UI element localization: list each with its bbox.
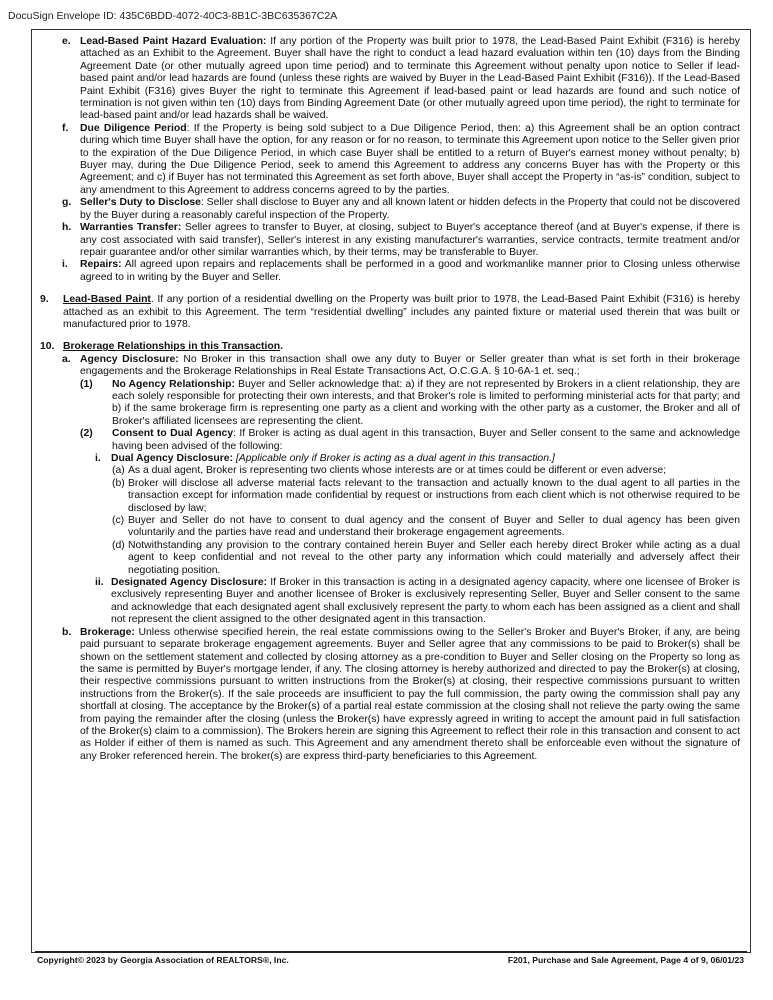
item-note: [Applicable only if Broker is acting as a dual agent in this transaction.] xyxy=(233,453,555,464)
item-title: Consent to Dual Agency xyxy=(112,428,234,440)
section-10a-2 xyxy=(80,428,740,453)
item-text xyxy=(80,259,740,284)
item-body: If Broker in this transaction is acting in a designated agency capacity, where one licensee of Broker is exclusively representing Buyer and another licensee of Broker is exclusively representing Seller, Buyer and Seller consent to the same and acknowledge that each designated agent shall exclusively represent the party to whom each has been assigned as a client and shall not represent the client assigned to the other designated agent in this transaction. xyxy=(111,577,740,626)
envelope-id: DocuSign Envelope ID: 435C6BDD-4072-40C3-8B1C-3BC635367C2A xyxy=(8,10,338,22)
section-10a xyxy=(62,354,740,379)
item-title: No Agency Relationship: xyxy=(112,378,235,390)
item-body: As a dual agent, Broker is representing two clients whose interests are or at times could be different or even adverse; xyxy=(128,465,667,477)
item-body: All agreed upon repairs and replacements shall be performed in a good and workmanlike manner prior to Closing unless otherwise agreed to in writing by the Buyer and Seller. xyxy=(80,259,740,283)
item-text xyxy=(80,197,740,222)
item-body: Buyer and Seller do not have to consent to dual agency and the consent of Buyer and Seller to dual agency has been given voluntarily and the parties have read and understand their brokerage engagement agreements. xyxy=(128,515,740,539)
item-label: a. xyxy=(62,353,71,365)
item-body: : Seller shall disclose to Buyer any and all known latent or hidden defects in the Property that could not be discovered by the Buyer during a reasonably careful inspection of the Property. xyxy=(80,197,740,221)
section-title: Brokerage Relationships in this Transaction xyxy=(63,341,281,353)
item-text xyxy=(80,222,740,259)
dual-agency-item-b xyxy=(112,478,740,515)
item-title: Repairs: xyxy=(80,259,122,271)
item-body: No Broker in this transaction shall owe any duty to Buyer or Seller greater than what is set forth in their brokerage engagements and the Brokerage Relationships in Real Estate Transactions Act, O.C.G.A. § 10-6A-1 et. seq.; xyxy=(80,353,740,378)
section-number: 9. xyxy=(40,294,49,306)
section-10b xyxy=(62,627,740,763)
item-body: : If Broker is acting as dual agent in this transaction, Buyer and Seller consent to the same and acknowledge having been advised of the following: xyxy=(112,428,740,452)
item-body: Seller agrees to transfer to Buyer, at closing, subject to Buyer's acceptance thereof (and at Buyer's expense, if there is any cost associated with said transfer), Seller's interest in any existing manufacturer's warranties, service contracts, termite treatment and/or repair guarantee and/or other similar warranties which, by their terms, may be transferable to Buyer. xyxy=(80,222,741,258)
section-number: 10. xyxy=(40,341,55,353)
document-body xyxy=(40,36,740,763)
item-title: Brokerage: xyxy=(80,626,135,638)
item-title: Dual Agency Disclosure: xyxy=(111,453,234,464)
footer-divider xyxy=(35,951,747,953)
item-text xyxy=(80,123,740,197)
dual-agency-disclosure xyxy=(95,453,740,465)
item-label: (d) xyxy=(112,539,125,551)
item-text xyxy=(112,428,740,453)
item-i xyxy=(62,259,740,284)
item-body: Unless otherwise specified herein, the real estate commissions owing to the Seller's Broker and Buyer's Broker, if any, are being paid pursuant to separate brokerage engagement agreements. Buyer and Seller agree that any commissions to be paid to Broker(s) shall be shown on the settlement statement and collected by closing attorney as a pre-condition to Buyer and Seller closing on the Property so long as the same is permitted by Buyer's mortgage lender, if any. The closing attorney is hereby authorized and directed to pay the Broker(s) at closing, their respective commissions pursuant to written instructions from the Broker(s) at closing, their respective commissions pursuant to written instructions from the Broker(s). If the sale proceeds are insufficient to pay the full commission, the party owing the commission shall pay any shortfall at closing. The acceptance by the Broker(s) of a partial real estate commission at the closing shall not relieve the party owing the same from paying the remainder after the closing (unless the Broker(s) have expressly agreed in writing to accept the amount paid in full satisfaction of the Broker(s) claim to a commission). The Brokers herein are signing this Agreement to reflect their role in this transaction and consent to act as Holder if either of them is named as such. This Agreement and any amendment thereto shall be enforceable even without the signature of any Broker referenced herein. The broker(s) are express third-party beneficiaries to this Agreement. xyxy=(80,626,740,762)
item-text xyxy=(111,453,740,465)
section-10a-1 xyxy=(80,379,740,429)
item-label: (1) xyxy=(80,378,93,390)
item-body: Broker will disclose all adverse material facts relevant to the transaction and actually known to the dual agent to all parties in the transaction except for information made confidential by request or instructions from each client which is not otherwise required to be disclosed by law; xyxy=(128,477,740,514)
section-title-end: . xyxy=(280,341,283,353)
item-title: Designated Agency Disclosure: xyxy=(111,577,268,589)
item-text xyxy=(80,627,740,763)
item-label: i. xyxy=(95,453,101,464)
footer-copyright: Copyright© 2023 by Georgia Association of REALTORS®, Inc. xyxy=(37,955,289,965)
item-label: (b) xyxy=(112,477,125,489)
item-text xyxy=(112,379,740,429)
item-h xyxy=(62,222,740,259)
section-10-heading xyxy=(40,341,740,353)
item-title: Lead-Based Paint Hazard Evaluation: xyxy=(80,36,267,47)
item-label: g. xyxy=(62,197,72,209)
item-title: Seller's Duty to Disclose xyxy=(80,197,201,209)
designated-agency-disclosure xyxy=(95,577,740,627)
dual-agency-item-c xyxy=(112,515,740,540)
section-title: Lead-Based Paint xyxy=(63,294,151,306)
item-e xyxy=(62,36,740,123)
item-title: Agency Disclosure: xyxy=(80,353,179,365)
item-body: Buyer and Seller acknowledge that: a) if they are not represented by Brokers in a client relationship, they are each solely responsible for protecting their own interests, and that Broker's role is limited to performing ministerial acts for that party; and b) if the same brokerage firm is representing one party as a client and working with the other party as a customer, the Broker and all of Broker's affiliated licensees are representing the client. xyxy=(112,378,740,427)
section-body: . If any portion of a residential dwelling on the Property was built prior to 1978, the Lead-Based Paint Exhibit (F316) is hereby attached as an exhibit to this Agreement. The term “residential dwelling” includes any painted fixture or material used therein that was built or manufactured prior to 1978. xyxy=(63,294,740,330)
item-body: Notwithstanding any provision to the contrary contained herein Buyer and Seller each hereby direct Broker while acting as a dual agent to keep confidential and not reveal to the other party any information which could materially and adversely affect their negotiating position. xyxy=(128,539,740,576)
item-f xyxy=(62,123,740,197)
footer-form-info: F201, Purchase and Sale Agreement, Page 4 of 9, 06/01/23 xyxy=(507,955,744,965)
item-body: : If the Property is being sold subject to a Due Diligence Period, then: a) this Agreement shall be an option contract during which time Buyer shall have the option, for any reason or for no reason, to terminate this Agreement upon notice to the Seller given prior to the expiration of the Due Diligence Period, in which case Buyer shall be entitled to a return of Buyer's earnest money without penalty; b) Buyer may, during the Due Diligence Period, seek to amend this Agreement to address any concerns Buyer has with the Property or this Agreement; and c) if Buyer has not terminated this Agreement as set forth above, Buyer shall accept the Property in “as-is” condition, subject to any amendment to this Agreement to address concerns agreed to by the parties. xyxy=(80,122,741,196)
item-body: If any portion of the Property was built prior to 1978, the Lead-Based Paint Exhibit (F316) is hereby attached as an Exhibit to the Agreement. Buyer shall have the right to conduct a lead hazard evaluation within ten (10) days from the Binding Agreement Date (or other mutually agreed upon time period) and to terminate this Agreement without penalty upon notice to Seller if lead-based paint and/or lead hazards are found (unless these rights are waived by Buyer in the Lead-Based Paint Exhibit (F316)). If the Lead-Based Paint Exhibit (F316) gives Buyer the right to terminate this Agreement if lead-based paint or lead hazards are found and such notice of termination is not given within ten (10) days from Binding Agreement Date (or other mutually agreed upon time period), the right to terminate for lead-based paint and/or lead hazards shall be waived. xyxy=(80,36,740,122)
item-text xyxy=(111,577,740,627)
item-title: Warranties Transfer: xyxy=(80,222,182,234)
item-label: i. xyxy=(62,259,68,271)
item-label: f. xyxy=(62,122,69,134)
item-title: Due Diligence Period xyxy=(80,122,187,134)
section-9 xyxy=(40,294,740,331)
section-text xyxy=(63,294,740,331)
item-label: (2) xyxy=(80,428,93,440)
dual-agency-item-a xyxy=(112,465,740,477)
dual-agency-item-d xyxy=(112,540,740,577)
item-label: b. xyxy=(62,626,72,638)
item-label: (c) xyxy=(112,515,125,527)
item-label: h. xyxy=(62,222,72,234)
item-label: (a) xyxy=(112,465,125,477)
item-label: ii. xyxy=(95,577,104,589)
section-text xyxy=(63,341,740,353)
item-label: e. xyxy=(62,36,71,47)
item-text xyxy=(80,354,740,379)
item-g xyxy=(62,197,740,222)
item-text xyxy=(80,36,740,123)
